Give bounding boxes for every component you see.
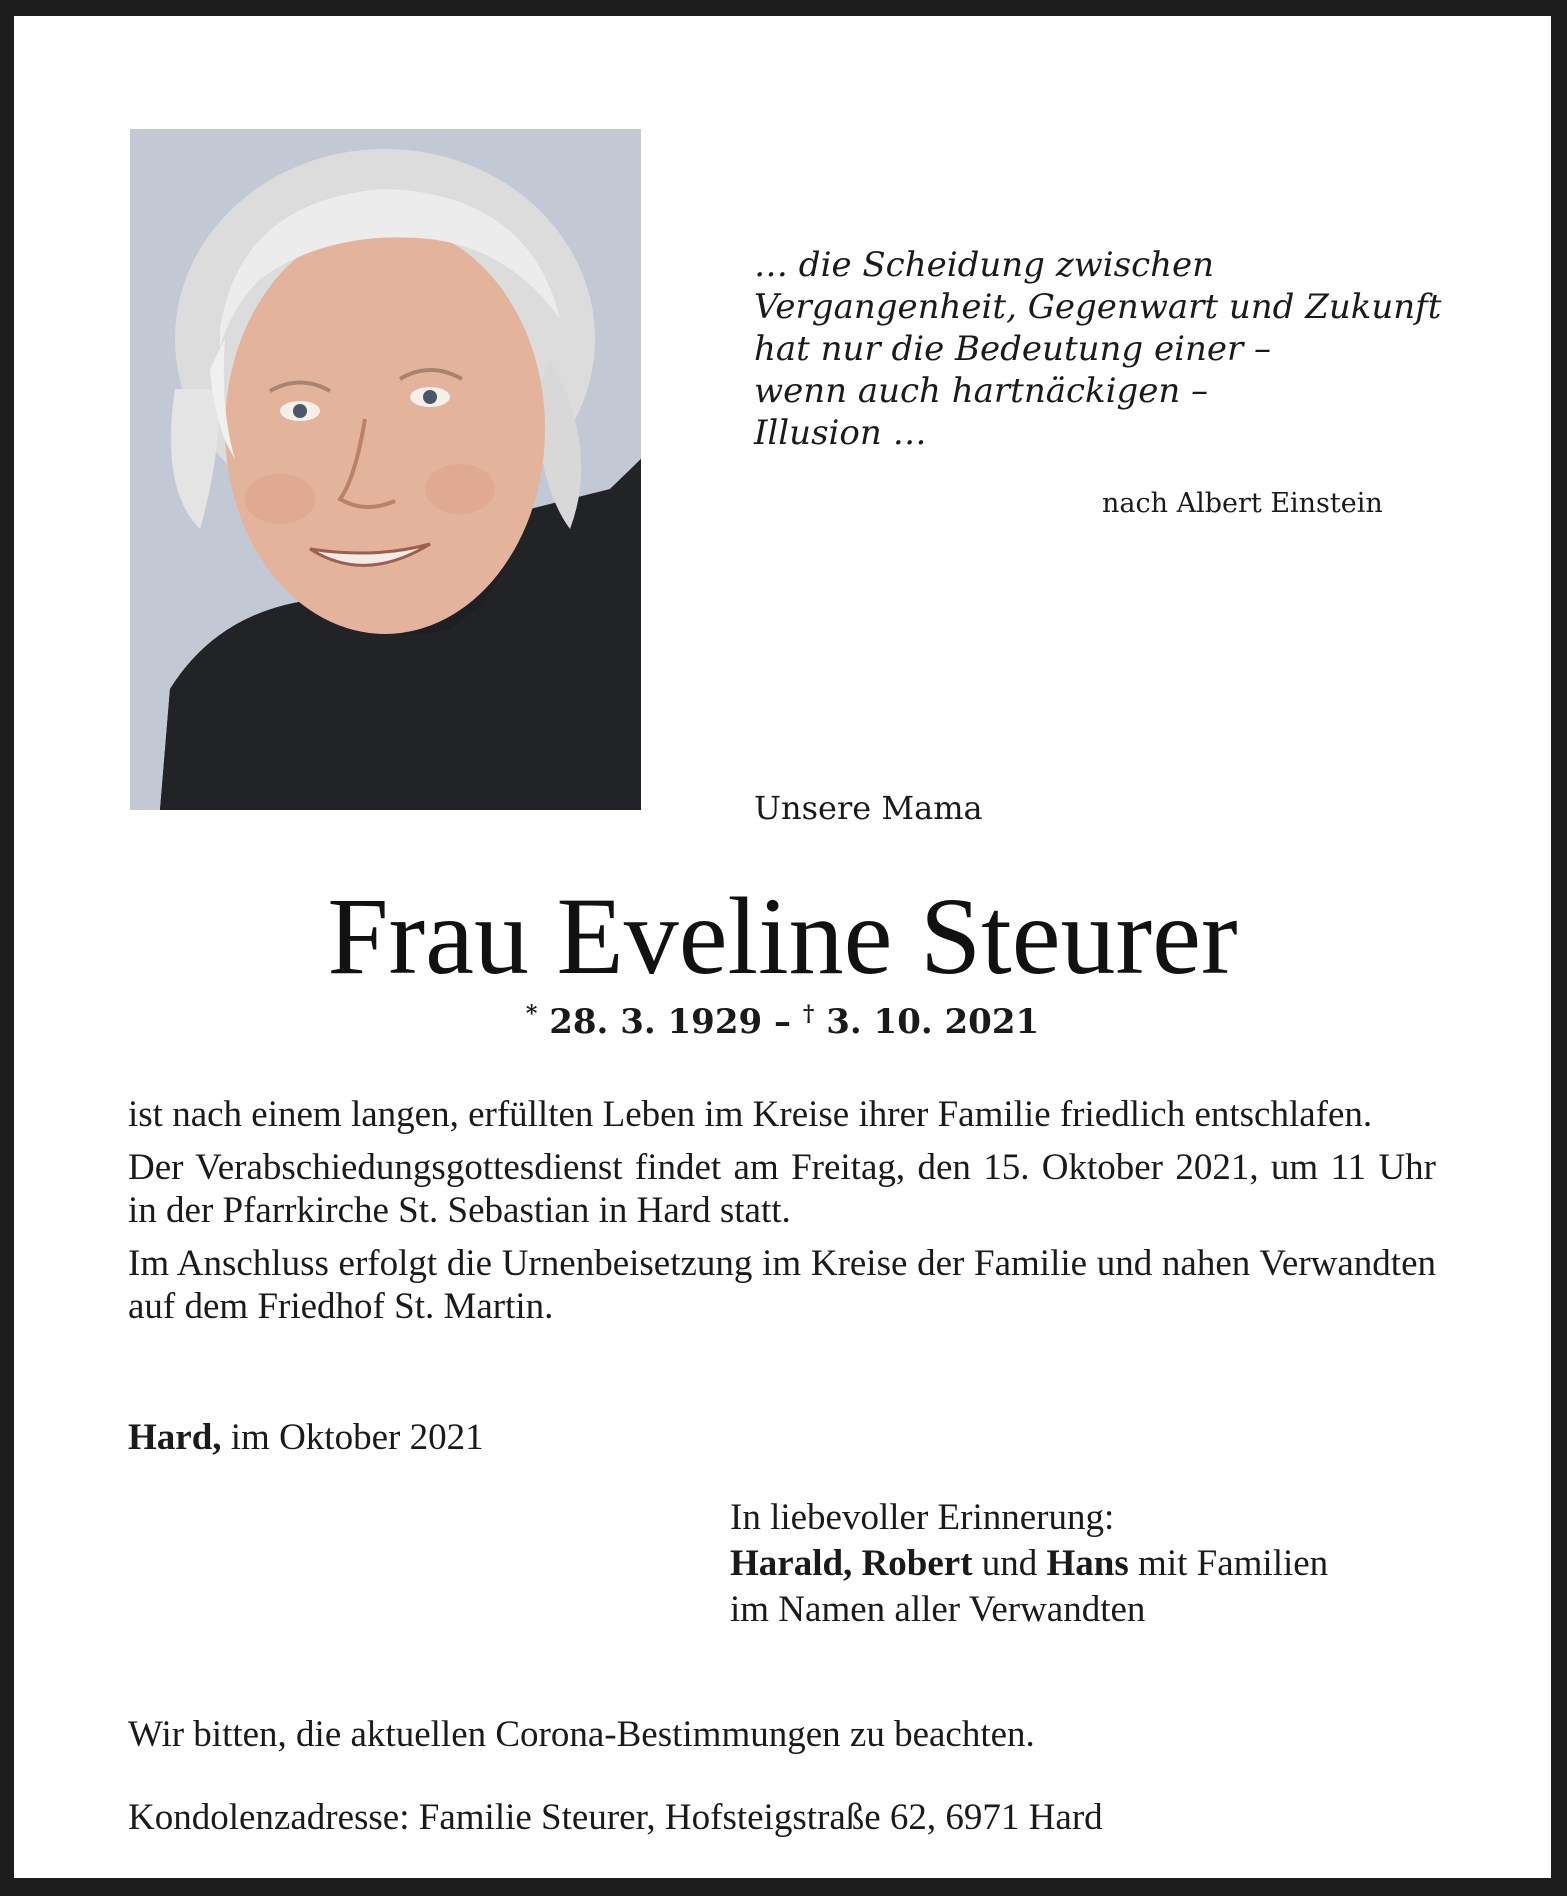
place-date: im Oktober 2021 (221, 1417, 484, 1458)
intro-text: Unsere Mama (754, 789, 983, 827)
mourners-line (730, 1542, 1328, 1586)
portrait-illustration (130, 129, 641, 810)
birth-date: 28. 3. 1929 (549, 1002, 763, 1042)
body-paragraph: Im Anschluss erfolgt die Urnenbeisetzung im Kreise der Familie und nahen Verwandten auf dem Friedhof St. Martin. (128, 1243, 1436, 1327)
quote-line: Illusion … (754, 413, 927, 453)
quote-line: Vergangenheit, Gegenwart und Zukunft (754, 287, 1442, 327)
mourner-name: Harald, (730, 1543, 853, 1584)
quote-source: nach Albert Einstein (1102, 488, 1383, 519)
death-date: 3. 10. 2021 (826, 1002, 1040, 1042)
condolence-address: Kondolenzadresse: Familie Steurer, Hofsteigstraße 62, 6971 Hard (128, 1797, 1103, 1838)
memory-heading: In liebevoller Erinnerung: (730, 1497, 1115, 1538)
life-dates (14, 1001, 1551, 1042)
birth-symbol: * (525, 1001, 538, 1027)
corona-notice: Wir bitten, die aktuellen Corona-Bestimmungen zu beachten. (128, 1714, 1035, 1755)
mourner-name: Robert (861, 1543, 973, 1584)
date-separator: – (762, 1002, 803, 1042)
deceased-name: Frau Eveline Steurer (327, 875, 1238, 997)
death-symbol: † (802, 1001, 815, 1027)
mourners-suffix: mit Familien (1128, 1543, 1329, 1584)
quote-line: … die Scheidung zwischen (754, 245, 1215, 285)
place-town: Hard, (128, 1417, 222, 1458)
place-and-date (128, 1416, 484, 1459)
portrait-photo (130, 129, 641, 810)
announcement-body (128, 1093, 1436, 1338)
quote-line: hat nur die Bedeutung einer – (754, 329, 1272, 369)
obituary-page (14, 16, 1551, 1878)
memorial-quote (754, 244, 1454, 454)
body-paragraph: ist nach einem langen, erfüllten Leben im Kreise ihrer Familie friedlich entschlafen. (128, 1094, 1373, 1135)
mourners-and: und (972, 1543, 1047, 1584)
mourners-relatives: im Namen aller Verwandten (730, 1589, 1146, 1630)
mourner-name: Hans (1046, 1543, 1129, 1584)
memory-block (730, 1496, 1328, 1634)
quote-line: wenn auch hartnäckigen – (754, 371, 1209, 411)
body-paragraph: Der Verabschiedungsgottesdienst findet am Freitag, den 15. Oktober 2021, um 11 Uhr in der Pfarrkirche St. Sebastian in Hard statt. (128, 1147, 1436, 1231)
